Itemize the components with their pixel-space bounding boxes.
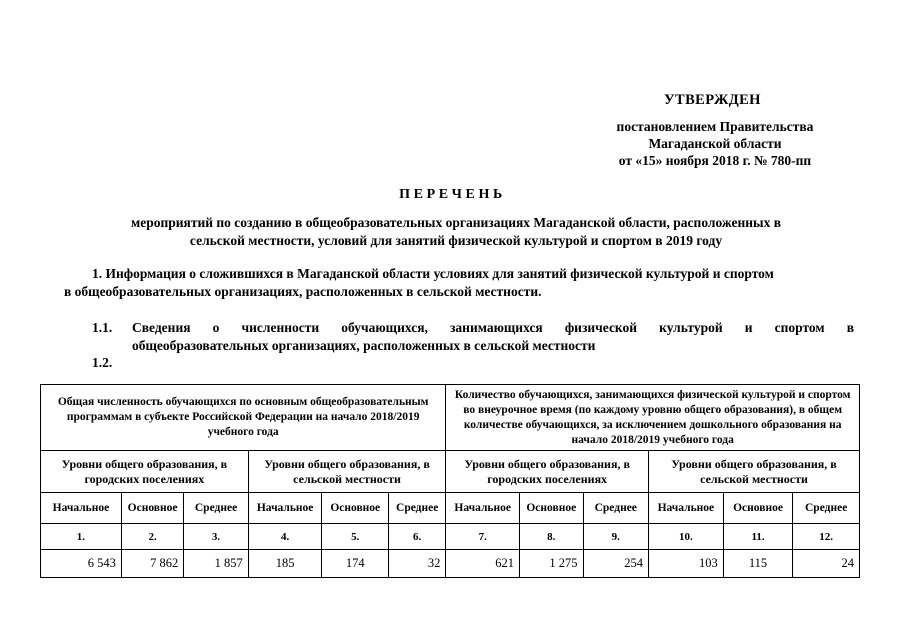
approval-block <box>590 118 840 169</box>
level-header-cell: Уровни общего образования, в городских поселениях <box>41 451 249 493</box>
subtitle-line-2: сельской местности, условий для занятий физической культурой и спортом в 2019 году <box>189 233 723 248</box>
column-header: Среднее <box>793 493 860 524</box>
level-header-cell: Уровни общего образования, в сельской местности <box>649 451 860 493</box>
column-number: 11. <box>723 524 793 550</box>
approval-line-3: от «15» ноября 2018 г. № 780-пп <box>618 153 812 168</box>
document-subtitle <box>76 214 836 250</box>
group-header-sport: Количество обучающихся, занимающихся физической культурой и спортом во внеурочное время (по каждому уровню общего образования), в общем количестве обучающихся, за исключением дошкольного образования на начало 2018/2019 учебного года <box>446 385 860 451</box>
data-row <box>41 550 860 578</box>
column-header: Среднее <box>583 493 649 524</box>
item-1-1-number: 1.1. <box>92 320 113 335</box>
value-cell: 1 857 <box>184 550 248 578</box>
column-number: 9. <box>583 524 649 550</box>
column-number: 10. <box>649 524 724 550</box>
column-header: Основное <box>723 493 793 524</box>
value-cell: 174 <box>322 550 389 578</box>
document-title: ПЕРЕЧЕНЬ <box>399 187 506 202</box>
value-cell: 6 543 <box>41 550 122 578</box>
approval-heading: УТВЕРЖДЕН <box>664 92 761 108</box>
group-header-total: Общая численность обучающихся по основным общеобразовательным программам в субъекте Российской Федерации на начало 2018/2019 учебного года <box>41 385 446 451</box>
item-1-1-line-2: общеобразовательных организациях, расположенных в сельской местности <box>132 338 596 353</box>
column-header: Основное <box>322 493 389 524</box>
column-number-row <box>41 524 860 550</box>
group-header-row <box>41 385 860 451</box>
section-1-line-1: 1. Информация о сложившихся в Магаданской области условиях для занятий физической культурой и спортом <box>92 266 774 281</box>
section-1-line-2: в общеобразовательных организациях, расположенных в сельской местности. <box>64 284 542 299</box>
item-1-2-number: 1.2. <box>92 355 113 370</box>
level-header-cell: Уровни общего образования, в сельской местности <box>248 451 446 493</box>
column-number: 8. <box>520 524 583 550</box>
item-1-1-line-1: Сведения о численности обучающихся, занимающихся физической культурой и спортом в <box>132 320 854 335</box>
column-number: 5. <box>322 524 389 550</box>
column-header: Основное <box>121 493 183 524</box>
statistics-table <box>40 384 860 578</box>
column-header: Начальное <box>446 493 520 524</box>
value-cell: 24 <box>793 550 860 578</box>
column-header-row <box>41 493 860 524</box>
column-header: Среднее <box>389 493 446 524</box>
value-cell: 32 <box>389 550 446 578</box>
column-header: Начальное <box>41 493 122 524</box>
value-cell: 185 <box>248 550 322 578</box>
column-number: 1. <box>41 524 122 550</box>
column-number: 6. <box>389 524 446 550</box>
value-cell: 254 <box>583 550 649 578</box>
column-number: 3. <box>184 524 248 550</box>
column-header: Основное <box>520 493 583 524</box>
subtitle-line-1: мероприятий по созданию в общеобразовательных организациях Магаданской области, расположенных в <box>131 215 781 230</box>
level-header-row <box>41 451 860 493</box>
value-cell: 7 862 <box>121 550 183 578</box>
column-number: 2. <box>121 524 183 550</box>
value-cell: 103 <box>649 550 724 578</box>
approval-line-1: постановлением Правительства <box>616 119 814 134</box>
section-1 <box>64 265 854 301</box>
column-number: 12. <box>793 524 860 550</box>
column-number: 7. <box>446 524 520 550</box>
value-cell: 621 <box>446 550 520 578</box>
column-header: Среднее <box>184 493 248 524</box>
level-header-cell: Уровни общего образования, в городских поселениях <box>446 451 649 493</box>
value-cell: 1 275 <box>520 550 583 578</box>
column-header: Начальное <box>649 493 724 524</box>
value-cell: 115 <box>723 550 793 578</box>
column-number: 4. <box>248 524 322 550</box>
approval-line-2: Магаданской области <box>648 136 782 151</box>
column-header: Начальное <box>248 493 322 524</box>
